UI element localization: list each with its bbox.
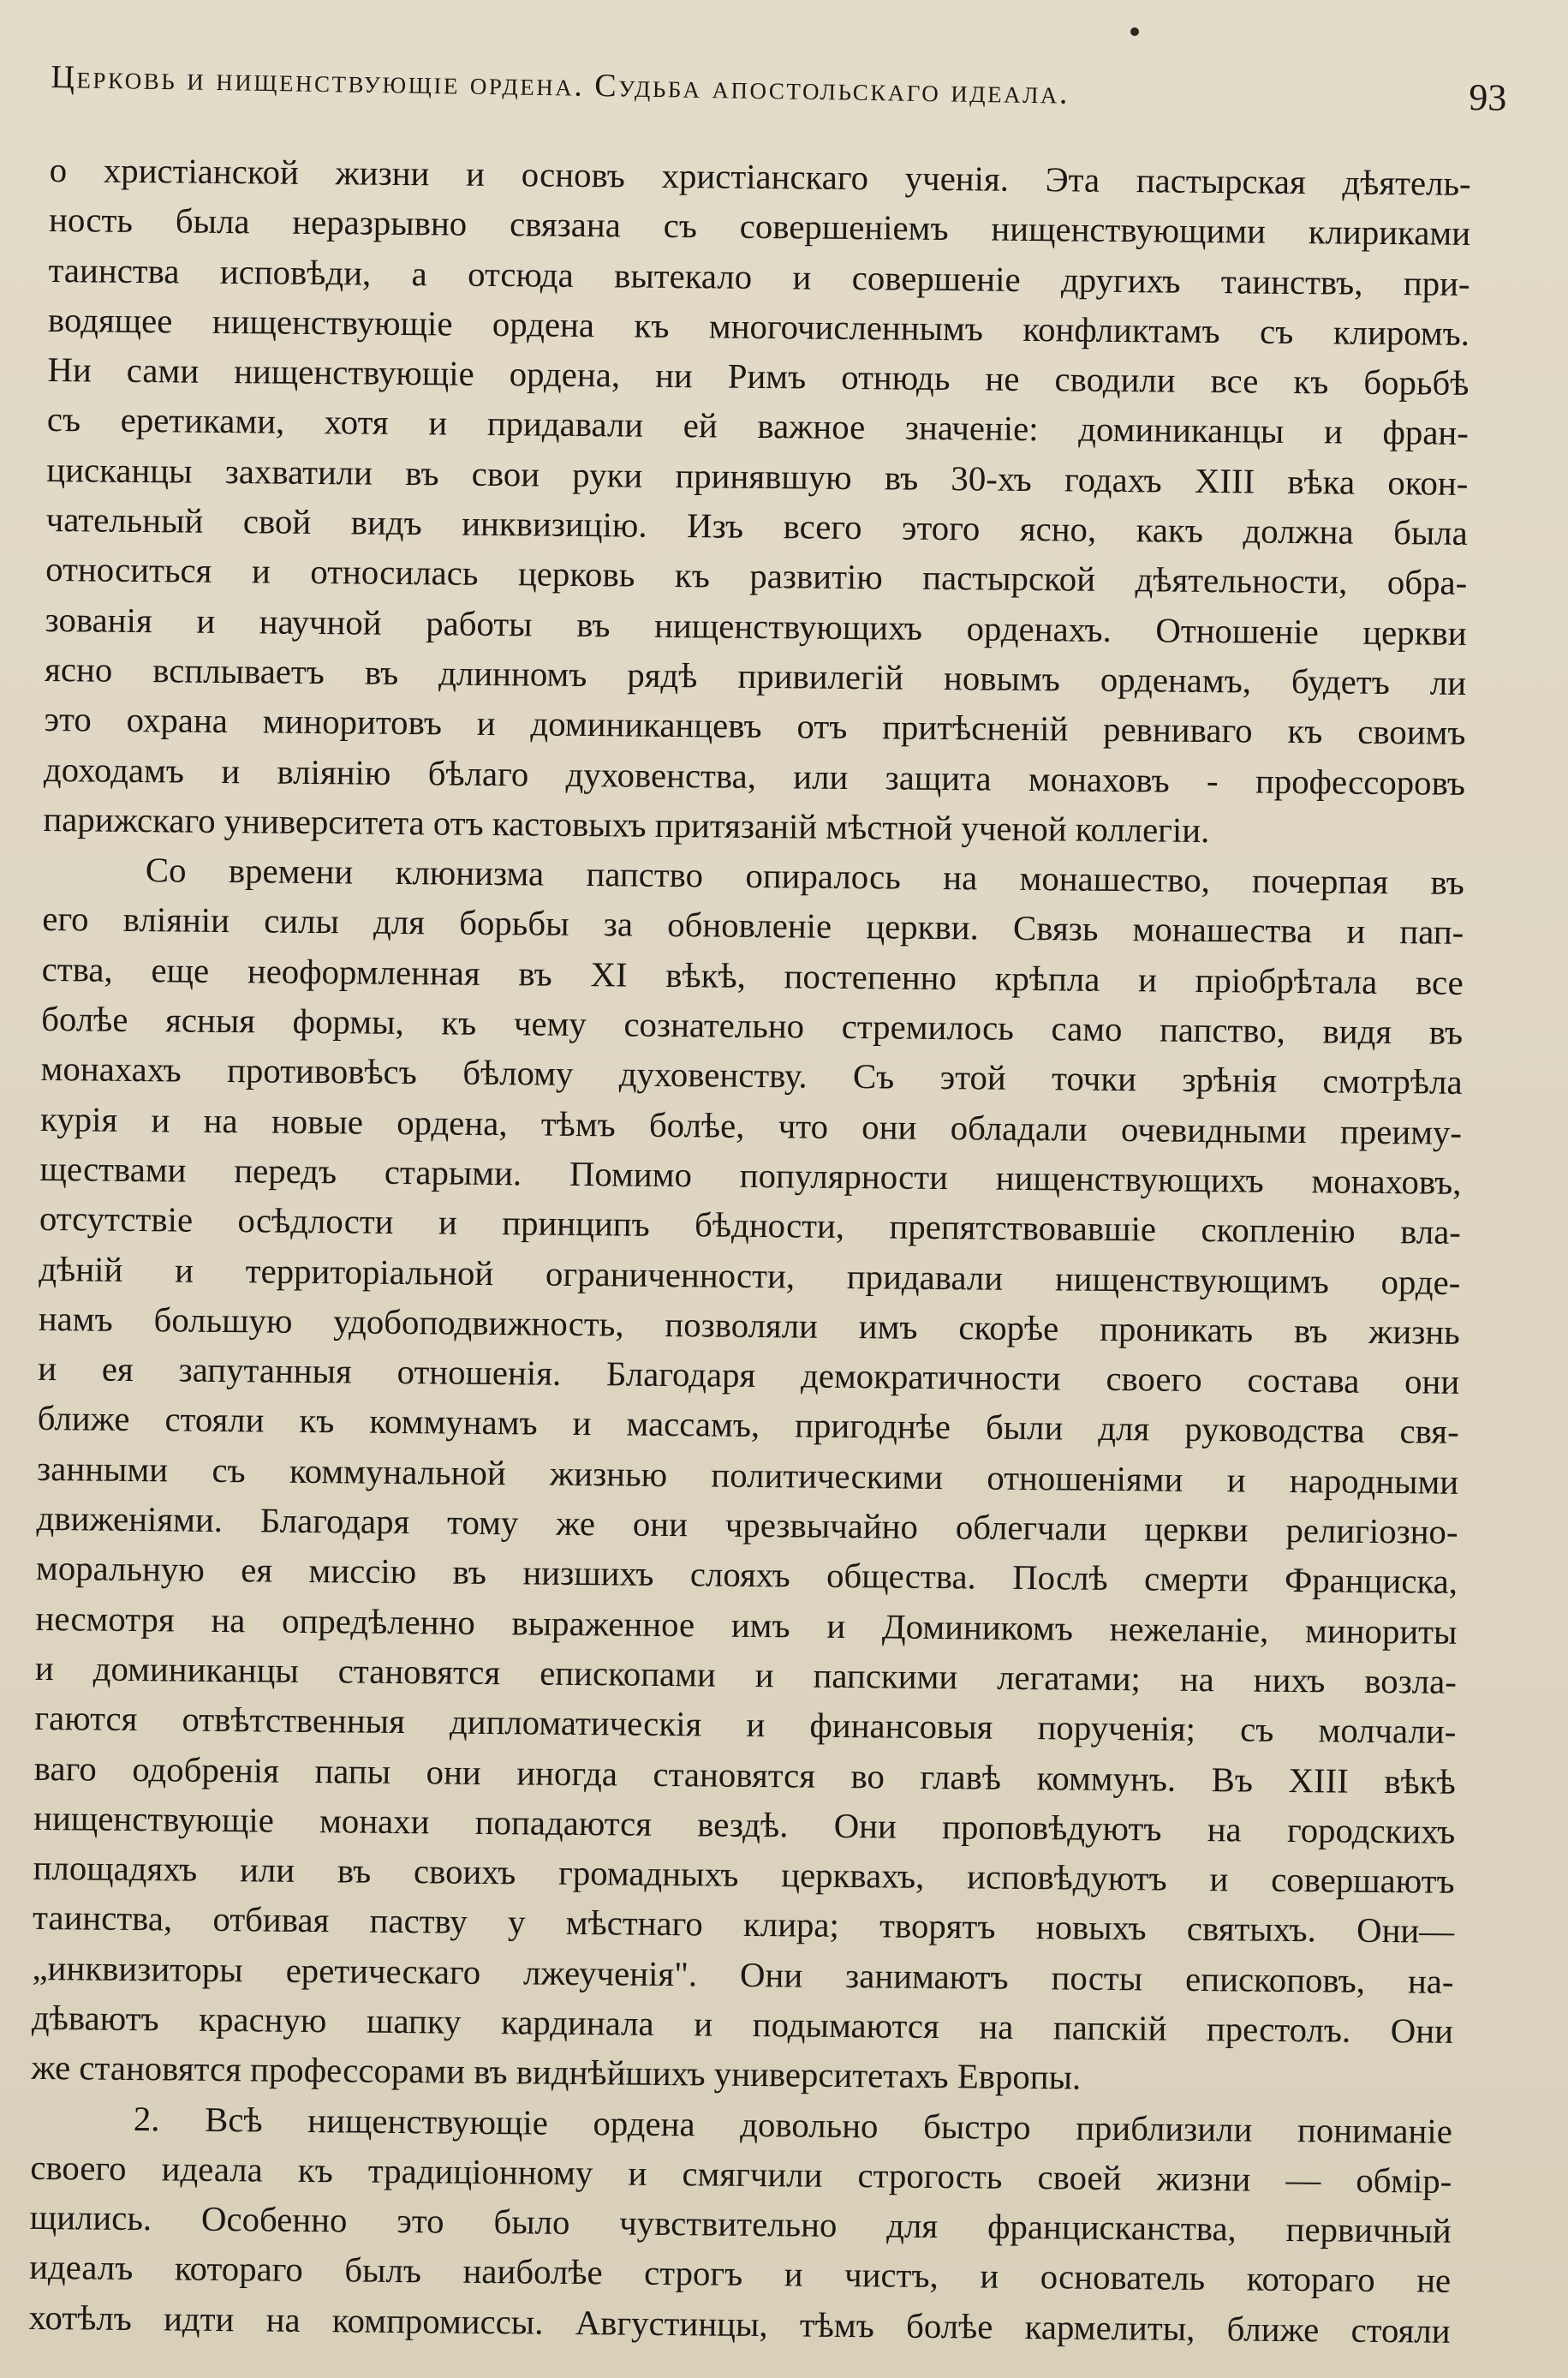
- text-line: и доминиканцы становятся епископами и папскими легатами; на нихъ возла-: [34, 1648, 1458, 1701]
- text-line: отсутствіе осѣдлости и принципъ бѣдности, препятствовавшіе скопленію вла-: [39, 1199, 1462, 1252]
- text-line: своего идеала къ традиціонному и смягчили строгость своей жизни — обмір-: [30, 2148, 1452, 2201]
- text-line: таинства, отбивая паству у мѣстнаго клира; творятъ новыхъ святыхъ. Они—: [32, 1898, 1455, 1951]
- text-line: ность была неразрывно связана съ совершеніемъ нищенствующими клириками: [48, 200, 1471, 254]
- text-line: это охрана миноритовъ и доминиканцевъ отъ притѣсненій ревниваго къ своимъ: [44, 700, 1466, 753]
- text-line: болѣе ясныя формы, къ чему сознательно стремилось само папство, видя въ: [40, 1000, 1464, 1052]
- text-line: о христіанской жизни и основъ христіанскаго ученія. Эта пастырская дѣятель-: [49, 150, 1471, 203]
- text-line: ществами передъ старыми. Помимо популярности нищенствующихъ монаховъ,: [39, 1149, 1462, 1202]
- text-line: относиться и относилась церковь къ развитію пастырской дѣятельности, обра-: [45, 550, 1468, 603]
- running-title: Церковь и нищенствующіе ордена. Судьба апостольскаго идеала.: [51, 58, 1070, 111]
- text-line: ваго одобренія папы они иногда становятся во главѣ коммунъ. Въ XIII вѣкѣ: [33, 1748, 1456, 1801]
- text-line: моральную ея миссію въ низшихъ слояхъ общества. Послѣ смерти Франциска,: [35, 1549, 1458, 1602]
- text-line: его вліяніи силы для борьбы за обновленіе церкви. Связь монашества и пап-: [42, 899, 1464, 953]
- running-head: [51, 53, 1507, 136]
- text-line: Ни сами нищенствующіе ордена, ни Римъ отнюдь не сводили все къ борьбѣ: [47, 350, 1470, 403]
- text-line: чательный свой видъ инквизицію. Изъ всего этого ясно, какъ должна была: [45, 500, 1468, 553]
- text-line: несмотря на опредѣленно выраженное имъ и Доминикомъ нежеланіе, минориты: [35, 1598, 1458, 1652]
- text-line: и ея запутанныя отношенія. Благодаря демократичности своего состава они: [38, 1349, 1460, 1401]
- text-line: курія и на новые ордена, тѣмъ болѣе, что они обладали очевидными преиму-: [39, 1099, 1463, 1152]
- paragraph-start: Со времени клюнизма папство опиралось на монашество, почерпая въ: [145, 851, 1465, 903]
- text-line: хотѣлъ идти на компромиссы. Августинцы, тѣмъ болѣе кармелиты, ближе стояли: [28, 2297, 1451, 2351]
- text-line: цисканцы захватили въ свои руки принявшую въ 30-хъ годахъ XIII вѣка окон-: [46, 450, 1469, 503]
- text-line: гаются отвѣтственныя дипломатическія и финансовыя порученія; съ молчали-: [34, 1699, 1457, 1752]
- text-line: ясно всплываетъ въ длинномъ рядѣ привилегій новымъ орденамъ, будетъ ли: [44, 649, 1467, 702]
- text-line: дѣній и территоріальной ограниченности, придавали нищенствующимъ орде-: [39, 1249, 1461, 1302]
- page-number: 93: [1469, 76, 1507, 119]
- text-line: ства, еще неоформленная въ XI вѣкѣ, постепенно крѣпла и пріобрѣтала все: [41, 949, 1464, 1002]
- text-line: водящее нищенствующіе ордена къ многочисленнымъ конфликтамъ съ клиромъ.: [47, 300, 1470, 353]
- text-line: же становятся профессорами въ виднѣйшихъ университетахъ Европы.: [31, 2048, 1082, 2097]
- text-line: площадяхъ или въ своихъ громадныхъ церквахъ, исповѣдуютъ и совершаютъ: [33, 1849, 1455, 1901]
- text-line: монахахъ противовѣсъ бѣлому духовенству. Съ этой точки зрѣнія смотрѣла: [40, 1049, 1463, 1102]
- text-line: „инквизиторы еретическаго лжеученія". Они занимаютъ посты епископовъ, на-: [32, 1948, 1454, 2001]
- text-line: таинства исповѣди, а отсюда вытекало и совершеніе другихъ таинствъ, при-: [48, 250, 1470, 303]
- text-line: занными съ коммунальной жизнью политическими отношеніями и народными: [36, 1449, 1459, 1502]
- text-line: доходамъ и вліянію бѣлаго духовенства, или защита монаховъ - профессоровъ: [43, 750, 1466, 803]
- text-line: нищенствующіе монахи попадаются вездѣ. Они проповѣдуютъ на городскихъ: [33, 1798, 1456, 1851]
- ink-speck: [1130, 27, 1139, 36]
- paragraph-start: 2. Всѣ нищенствующіе ордена довольно быстро приблизили пониманіе: [133, 2099, 1453, 2151]
- text-line: щились. Особенно это было чувствительно для францисканства, первичный: [29, 2198, 1452, 2250]
- text-line: съ еретиками, хотя и придавали ей важное значеніе: доминиканцы и фран-: [46, 400, 1470, 453]
- text-line: парижскаго университета отъ кастовыхъ притязаній мѣстной ученой коллегіи.: [43, 799, 1210, 850]
- text-line: дѣваютъ красную шапку кардинала и подымаются на папскій престолъ. Они: [31, 1998, 1454, 2051]
- text-line: ближе стояли къ коммунамъ и массамъ, пригоднѣе были для руководства свя-: [37, 1399, 1459, 1452]
- text-line: зованія и научной работы въ нищенствующихъ орденахъ. Отношеніе церкви: [45, 600, 1467, 653]
- body-text: [28, 146, 1471, 2357]
- text-line: намъ большую удобоподвижность, позволяли имъ скорѣе проникать въ жизнь: [38, 1299, 1460, 1352]
- text-line: идеалъ котораго былъ наиболѣе строгъ и чистъ, и основатель котораго не: [29, 2248, 1452, 2301]
- text-line: движеніями. Благодаря тому же они чрезвычайно облегчали церкви религіозно-: [36, 1498, 1458, 1551]
